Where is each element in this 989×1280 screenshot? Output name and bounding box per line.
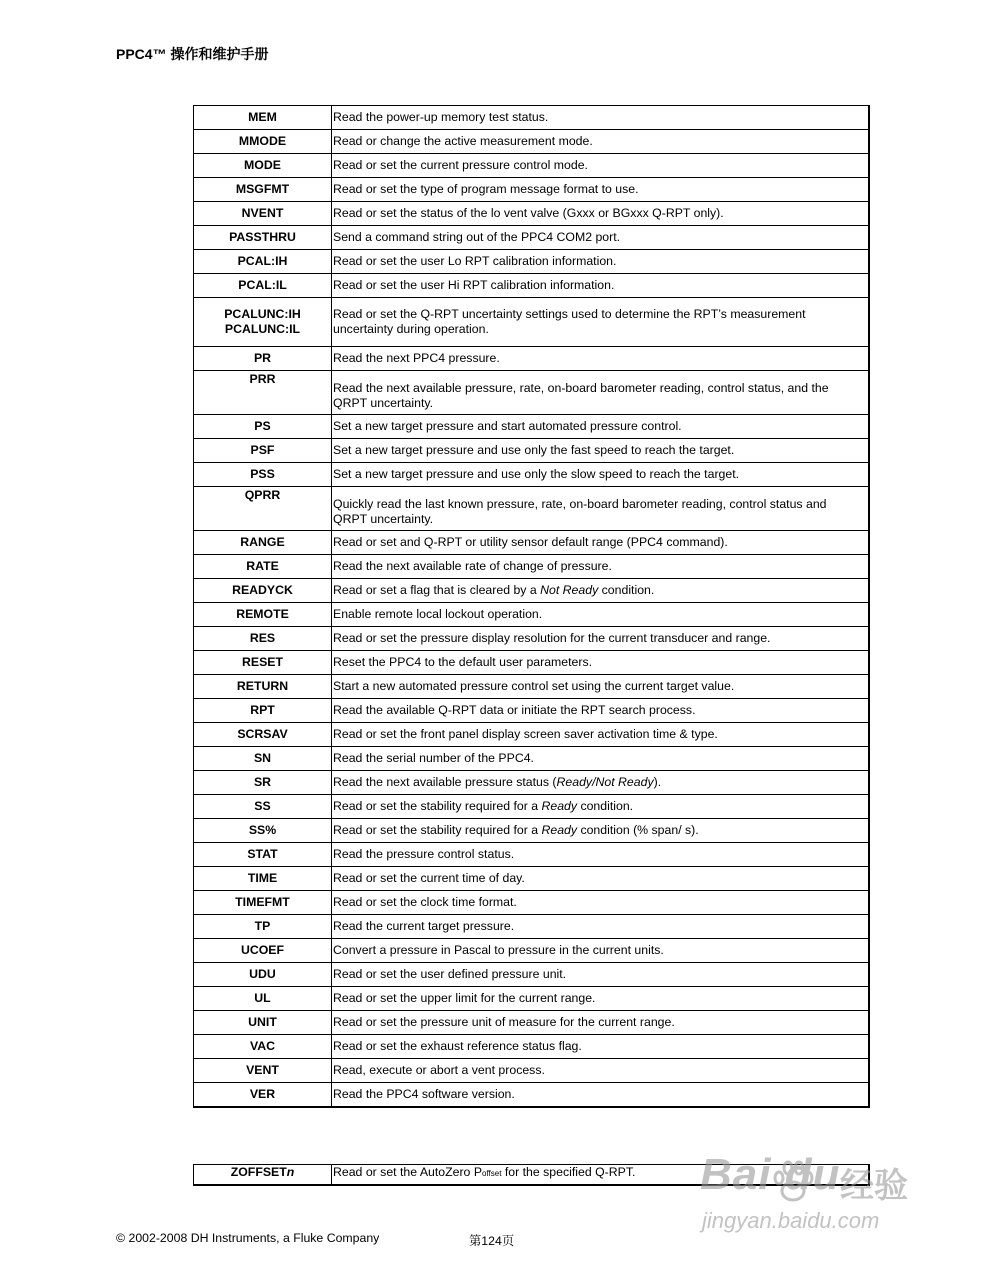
table-row [194, 843, 870, 867]
table-row [194, 867, 870, 891]
watermark-cn: 经验 [840, 1167, 908, 1205]
description-text: Convert a pressure in Pascal to pressure in the current units. [333, 943, 664, 957]
command-name: SN [253, 751, 272, 765]
command-cell [194, 987, 332, 1011]
description-text: Read the PPC4 software version. [333, 1086, 515, 1101]
description-text: Read or set the exhaust reference status flag. [333, 1039, 582, 1053]
page-number: 第124页 [469, 1234, 515, 1248]
command-name: RATE [246, 559, 279, 573]
description-text: Set a new target pressure and use only the fast speed to reach the target. [333, 443, 735, 457]
table-row [194, 627, 870, 651]
table-row [194, 987, 870, 1011]
description-cell [332, 915, 870, 939]
description-text: Read or set the pressure unit of measure for the current range. [333, 1015, 675, 1029]
description-cell [332, 1035, 870, 1059]
command-name: VER [249, 1086, 276, 1101]
description-text: Read or set the upper limit for the current range. [333, 991, 596, 1005]
description-text: condition (% span/ s). [577, 823, 699, 837]
description-text: Read the available Q-RPT data or initiate the RPT search process. [333, 703, 696, 717]
command-cell [194, 1035, 332, 1059]
description-cell [332, 771, 870, 795]
description-text: Send a command string out of the PPC4 COM2 port. [333, 230, 621, 244]
description-cell [332, 130, 870, 154]
description-text: Read the next available pressure status ( [333, 775, 557, 789]
command-name: RES [249, 631, 276, 645]
description-cell [332, 747, 870, 771]
table-row [194, 819, 870, 843]
command-cell [194, 843, 332, 867]
command-name: SCRSAV [237, 727, 288, 741]
command-cell [194, 106, 332, 130]
command-cell [194, 415, 332, 439]
table-row [194, 555, 870, 579]
description-text: Read or set the user Hi RPT calibration information. [333, 278, 615, 292]
command-cell [194, 915, 332, 939]
table-row [194, 1083, 870, 1107]
description-text: Reset the PPC4 to the default user parameters. [333, 655, 593, 669]
description-cell [332, 1011, 870, 1035]
command-name: MEM [248, 110, 277, 124]
command-cell [194, 627, 332, 651]
description-cell [332, 298, 870, 347]
description-cell [332, 579, 870, 603]
command-name: TIMEFMT [235, 895, 290, 909]
description-text-end: for the specified Q-RPT. [501, 1165, 636, 1179]
description-text: Read or set the user Lo RPT calibration information. [333, 254, 617, 268]
table-row [194, 202, 870, 226]
table-row [194, 795, 870, 819]
command-name: PASSTHRU [229, 230, 296, 244]
table-row [194, 915, 870, 939]
command-name: MMODE [238, 134, 287, 148]
table-row [194, 1035, 870, 1059]
command-name: PCALUNC:IH [224, 307, 301, 321]
description-cell [332, 603, 870, 627]
command-name: REMOTE [236, 607, 289, 621]
command-cell [194, 439, 332, 463]
description-cell [332, 106, 870, 130]
description-cell [332, 675, 870, 699]
command-name: PRR [249, 372, 276, 386]
command-table [193, 105, 870, 1108]
table-row [194, 178, 870, 202]
command-cell [194, 202, 332, 226]
page-title: PPC4™ 操作和维护手册 [116, 46, 269, 62]
description-cell [332, 843, 870, 867]
description-cell [332, 371, 870, 415]
command-cell [194, 130, 332, 154]
table-row [194, 771, 870, 795]
command-name: SR [253, 775, 272, 789]
command-table-body [194, 106, 870, 1107]
table-row [194, 603, 870, 627]
description-text: Read the serial number of the PPC4. [333, 751, 534, 765]
command-cell [194, 531, 332, 555]
table-row [194, 415, 870, 439]
paw-icon [768, 1158, 818, 1208]
command-cell [194, 699, 332, 723]
command-cell [194, 298, 332, 347]
description-text: Start a new automated pressure control set using the current target value. [333, 679, 735, 693]
description-cell [332, 202, 870, 226]
command-name: UNIT [248, 1015, 277, 1029]
command-name: PS [254, 419, 271, 433]
command-name: QPRR [244, 488, 281, 502]
description-text: Enable remote local lockout operation. [333, 607, 543, 621]
description-cell [332, 795, 870, 819]
description-text: Read or set the clock time format. [333, 895, 517, 909]
table-row [194, 723, 870, 747]
command-name: PSS [250, 467, 275, 481]
description-text: Read or set the front panel display screen saver activation time & type. [333, 727, 718, 741]
description-cell [332, 347, 870, 371]
command-cell [194, 347, 332, 371]
command-suffix: n [286, 1165, 295, 1179]
description-cell [332, 819, 870, 843]
command-cell [194, 371, 332, 415]
description-cell [332, 555, 870, 579]
command-name: VENT [246, 1063, 279, 1077]
emphasis-text: Not Ready [540, 583, 599, 597]
description-text: Read or set the current pressure control mode. [333, 158, 588, 172]
description-text: condition. [598, 583, 655, 597]
table-row [194, 579, 870, 603]
description-text: Read the next PPC4 pressure. [333, 351, 500, 365]
command-cell [194, 771, 332, 795]
command-cell [194, 579, 332, 603]
description-text: Quickly read the last known pressure, rate, on-board barometer reading, control status and QRPT uncertainty. [333, 496, 827, 526]
description-text: Read or set the user defined pressure unit. [333, 967, 567, 981]
description-cell [332, 963, 870, 987]
description-text: Read the power-up memory test status. [333, 110, 549, 124]
command-name: MSGFMT [235, 182, 290, 196]
description-cell [332, 226, 870, 250]
description-text: Read or change the active measurement mode. [333, 134, 593, 148]
description-cell [332, 463, 870, 487]
command-cell [194, 487, 332, 531]
description-cell [332, 178, 870, 202]
watermark [700, 1150, 940, 1250]
command-name: VAC [249, 1039, 276, 1053]
command-cell [194, 795, 332, 819]
command-cell [194, 651, 332, 675]
description-text: Read or set the type of program message format to use. [333, 182, 639, 196]
command-cell [194, 1083, 332, 1107]
description-text: condition. [577, 799, 634, 813]
command-name: RPT [250, 703, 275, 717]
description-text: Set a new target pressure and use only the slow speed to reach the target. [333, 467, 740, 481]
command-cell [194, 274, 332, 298]
command-name: RESET [242, 655, 283, 669]
description-text: Read or set a flag that is cleared by a [333, 583, 541, 597]
command-cell [194, 1165, 332, 1186]
table-row [194, 891, 870, 915]
command-name: PR [253, 351, 272, 365]
table-row [194, 1059, 870, 1083]
table-row [194, 675, 870, 699]
command-name: RANGE [240, 535, 285, 549]
command-name: PCALUNC:IL [224, 322, 301, 336]
command-name: MODE [244, 158, 281, 172]
command-name: READYCK [232, 583, 293, 597]
description-cell [332, 891, 870, 915]
emphasis-text: Ready [541, 823, 578, 837]
command-cell [194, 723, 332, 747]
command-name: PSF [250, 443, 275, 457]
description-cell [332, 939, 870, 963]
command-name: NVENT [241, 206, 284, 220]
description-cell [332, 415, 870, 439]
description-text: Read or set the pressure display resolution for the current transducer and range. [333, 631, 771, 645]
command-name: UL [254, 991, 271, 1005]
table-row [194, 651, 870, 675]
description-cell [332, 723, 870, 747]
table-row [194, 130, 870, 154]
description-cell [332, 867, 870, 891]
description-cell [332, 487, 870, 531]
table-row [194, 939, 870, 963]
table-row [194, 154, 870, 178]
description-text: Read or set the stability required for a [333, 823, 542, 837]
command-name: UDU [249, 967, 276, 981]
table-row [194, 963, 870, 987]
command-cell [194, 463, 332, 487]
command-cell [194, 1011, 332, 1035]
description-cell [332, 1059, 870, 1083]
command-cell [194, 226, 332, 250]
watermark-logo: Bai du [700, 1150, 841, 1199]
command-cell [194, 1059, 332, 1083]
command-cell [194, 939, 332, 963]
description-text: Read or set and Q-RPT or utility sensor default range (PPC4 command). [333, 535, 728, 549]
description-text: ). [653, 775, 662, 789]
table-row [194, 298, 870, 347]
table-row [194, 463, 870, 487]
description-cell [332, 439, 870, 463]
description-text: Read or set the stability required for a [333, 799, 542, 813]
table-row [194, 226, 870, 250]
description-cell [332, 531, 870, 555]
command-cell [194, 819, 332, 843]
description-cell [332, 699, 870, 723]
description-cell [332, 627, 870, 651]
command-cell [194, 603, 332, 627]
table-row [194, 250, 870, 274]
command-name: ZOFFSET [230, 1165, 287, 1179]
command-name: STAT [247, 847, 278, 861]
table-row [194, 531, 870, 555]
table-row [194, 439, 870, 463]
command-name: PCAL:IH [237, 254, 288, 268]
description-text: Read or set the AutoZero P [333, 1165, 483, 1179]
command-name: TIME [247, 871, 278, 885]
description-cell [332, 250, 870, 274]
command-cell [194, 891, 332, 915]
command-cell [194, 178, 332, 202]
table-row [194, 699, 870, 723]
description-text: Read or set the current time of day. [333, 871, 525, 885]
description-text: Read or set the Q-RPT uncertainty settings used to determine the RPT’s measurement uncertainty during operation. [333, 307, 806, 336]
description-text: Read or set the status of the lo vent valve (Gxxx or BGxxx Q-RPT only). [333, 206, 724, 220]
command-name: UCOEF [240, 943, 285, 957]
table-row [194, 106, 870, 130]
subscript-text: offset [482, 1169, 502, 1178]
description-text: Read the current target pressure. [333, 919, 515, 933]
command-name: PCAL:IL [238, 278, 287, 292]
footer-copyright: © 2002-2008 DH Instruments, a Fluke Company [116, 1231, 380, 1245]
command-cell [194, 154, 332, 178]
command-name: SS [254, 799, 271, 813]
command-cell [194, 675, 332, 699]
table-row [194, 747, 870, 771]
table-row [194, 1011, 870, 1035]
table-row [194, 347, 870, 371]
description-cell [332, 154, 870, 178]
description-cell [332, 274, 870, 298]
command-cell [194, 963, 332, 987]
description-cell [332, 1083, 870, 1107]
emphasis-text: Ready/Not Ready [556, 775, 654, 789]
description-text: Read, execute or abort a vent process. [333, 1063, 545, 1077]
table-row [194, 487, 870, 531]
command-name: TP [254, 919, 271, 933]
command-name: SS% [248, 823, 277, 837]
table-row [194, 371, 870, 415]
description-cell [332, 651, 870, 675]
table-row [194, 274, 870, 298]
description-text: Read the pressure control status. [333, 847, 515, 861]
command-cell [194, 747, 332, 771]
command-cell [194, 250, 332, 274]
description-cell [332, 987, 870, 1011]
watermark-url: jingyan.baidu.com [702, 1208, 880, 1233]
description-text: Read the next available pressure, rate, on-board barometer reading, control status, and the QRPT uncertainty. [333, 380, 829, 410]
description-text: Set a new target pressure and start automated pressure control. [333, 419, 682, 433]
command-cell [194, 867, 332, 891]
command-name: RETURN [236, 679, 289, 693]
emphasis-text: Ready [541, 799, 578, 813]
description-text: Read the next available rate of change of pressure. [333, 559, 612, 573]
command-cell [194, 555, 332, 579]
